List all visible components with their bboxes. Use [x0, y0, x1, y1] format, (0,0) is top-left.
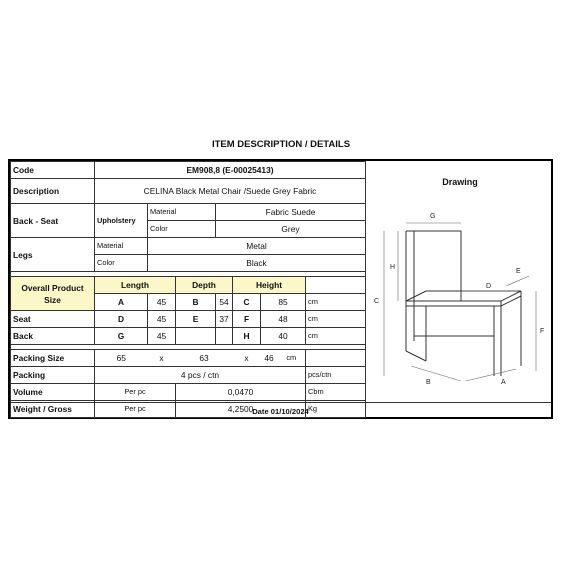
packing-size-c: 46 [261, 350, 278, 367]
letter-a: A [501, 379, 506, 386]
height-value: 48 [261, 311, 306, 328]
legs-color-label: Color [95, 255, 148, 272]
letter-g: G [430, 213, 436, 220]
packing-size-row [11, 350, 366, 367]
height-letter: H [233, 328, 261, 345]
back-seat-material-row [11, 204, 366, 221]
packing-size-x1: x [148, 350, 176, 367]
code-value: EM908,8 (E-00025413) [95, 162, 366, 179]
volume-label: Volume [11, 384, 95, 401]
unit: cm [306, 328, 366, 345]
unit: cm [306, 294, 366, 311]
depth-letter [176, 328, 216, 345]
weight-value: 4,2500 [176, 401, 306, 418]
legs-label: Legs [11, 238, 95, 272]
overall-label: Overall Product [21, 282, 84, 293]
volume-value: 0,0470 [176, 384, 306, 401]
back-seat-color-label: Color [148, 221, 216, 238]
description-label: Description [11, 179, 95, 204]
height-header: Height [233, 277, 306, 294]
back-seat-label: Back - Seat [11, 204, 95, 238]
height-letter: F [233, 311, 261, 328]
letter-f: F [540, 328, 545, 335]
packing-label: Packing [11, 367, 95, 384]
date-footer: Date 01/10/2024 [10, 402, 551, 420]
dim-e [506, 276, 529, 286]
letter-e: E [516, 268, 521, 275]
spec-table [10, 161, 366, 418]
legs-material-label: Material [95, 238, 148, 255]
length-value: 45 [148, 294, 176, 311]
length-letter: D [95, 311, 148, 328]
packing-unit: pcs/ctn [306, 367, 366, 384]
letter-c: C [374, 298, 380, 305]
dims-row-seat [11, 311, 366, 328]
letter-d: D [486, 283, 492, 290]
length-letter: A [95, 294, 148, 311]
weight-unit: Kg [306, 401, 366, 418]
volume-row [11, 384, 366, 401]
page-title: ITEM DESCRIPTION / DETAILS [211, 139, 351, 150]
seat-outline [406, 291, 521, 301]
letter-b: B [426, 379, 431, 386]
height-value: 40 [261, 328, 306, 345]
letter-h: H [390, 264, 396, 271]
length-value: 45 [148, 328, 176, 345]
length-letter: G [95, 328, 148, 345]
weight-per: Per pc [95, 401, 176, 418]
length-header: Length [95, 277, 176, 294]
code-row [11, 162, 366, 179]
chair-drawing [366, 201, 554, 401]
dims-row-back [11, 328, 366, 345]
dim-b [411, 366, 461, 381]
packing-size-unit: cm [278, 350, 306, 367]
back-seat-material-label: Material [148, 204, 216, 221]
packing-size-label: Packing Size [11, 350, 95, 367]
depth-value [216, 328, 233, 345]
height-value: 85 [261, 294, 306, 311]
legs-material-value: Metal [148, 238, 366, 255]
legs-material-row [11, 238, 366, 255]
depth-letter: B [176, 294, 216, 311]
row-label: Seat [11, 311, 95, 328]
weight-label: Weight / Gross [11, 401, 95, 418]
length-value: 45 [148, 311, 176, 328]
packing-size-a: 65 [95, 350, 148, 367]
height-letter: C [233, 294, 261, 311]
depth-header: Depth [176, 277, 233, 294]
packing-value: 4 pcs / ctn [95, 367, 306, 384]
row-label: Back [11, 328, 95, 345]
drawing-label: Drawing [442, 177, 478, 187]
upholstery-label: Upholstery [95, 204, 148, 238]
packing-size-blank [306, 350, 366, 367]
back-seat-color-value: Grey [216, 221, 366, 238]
depth-value: 37 [216, 311, 233, 328]
packing-size-b: 63 [176, 350, 233, 367]
packing-row [11, 367, 366, 384]
unit: cm [306, 311, 366, 328]
overall-size-header [11, 277, 95, 311]
size-label: Size [44, 294, 61, 305]
description-value: CELINA Black Metal Chair /Suede Grey Fabric [95, 179, 366, 204]
header-blank [306, 277, 366, 294]
packing-size-x2: x [233, 350, 261, 367]
volume-per: Per pc [95, 384, 176, 401]
depth-letter: E [176, 311, 216, 328]
drawing-panel [365, 161, 554, 402]
dims-header-row [11, 277, 366, 294]
spec-sheet [8, 159, 553, 419]
description-row [11, 179, 366, 204]
volume-unit: Cbm [306, 384, 366, 401]
legs-color-value: Black [148, 255, 366, 272]
code-label: Code [11, 162, 95, 179]
back-seat-material-value: Fabric Suede [216, 204, 366, 221]
depth-value: 54 [216, 294, 233, 311]
foot-left [406, 351, 426, 361]
dim-a [466, 369, 516, 381]
